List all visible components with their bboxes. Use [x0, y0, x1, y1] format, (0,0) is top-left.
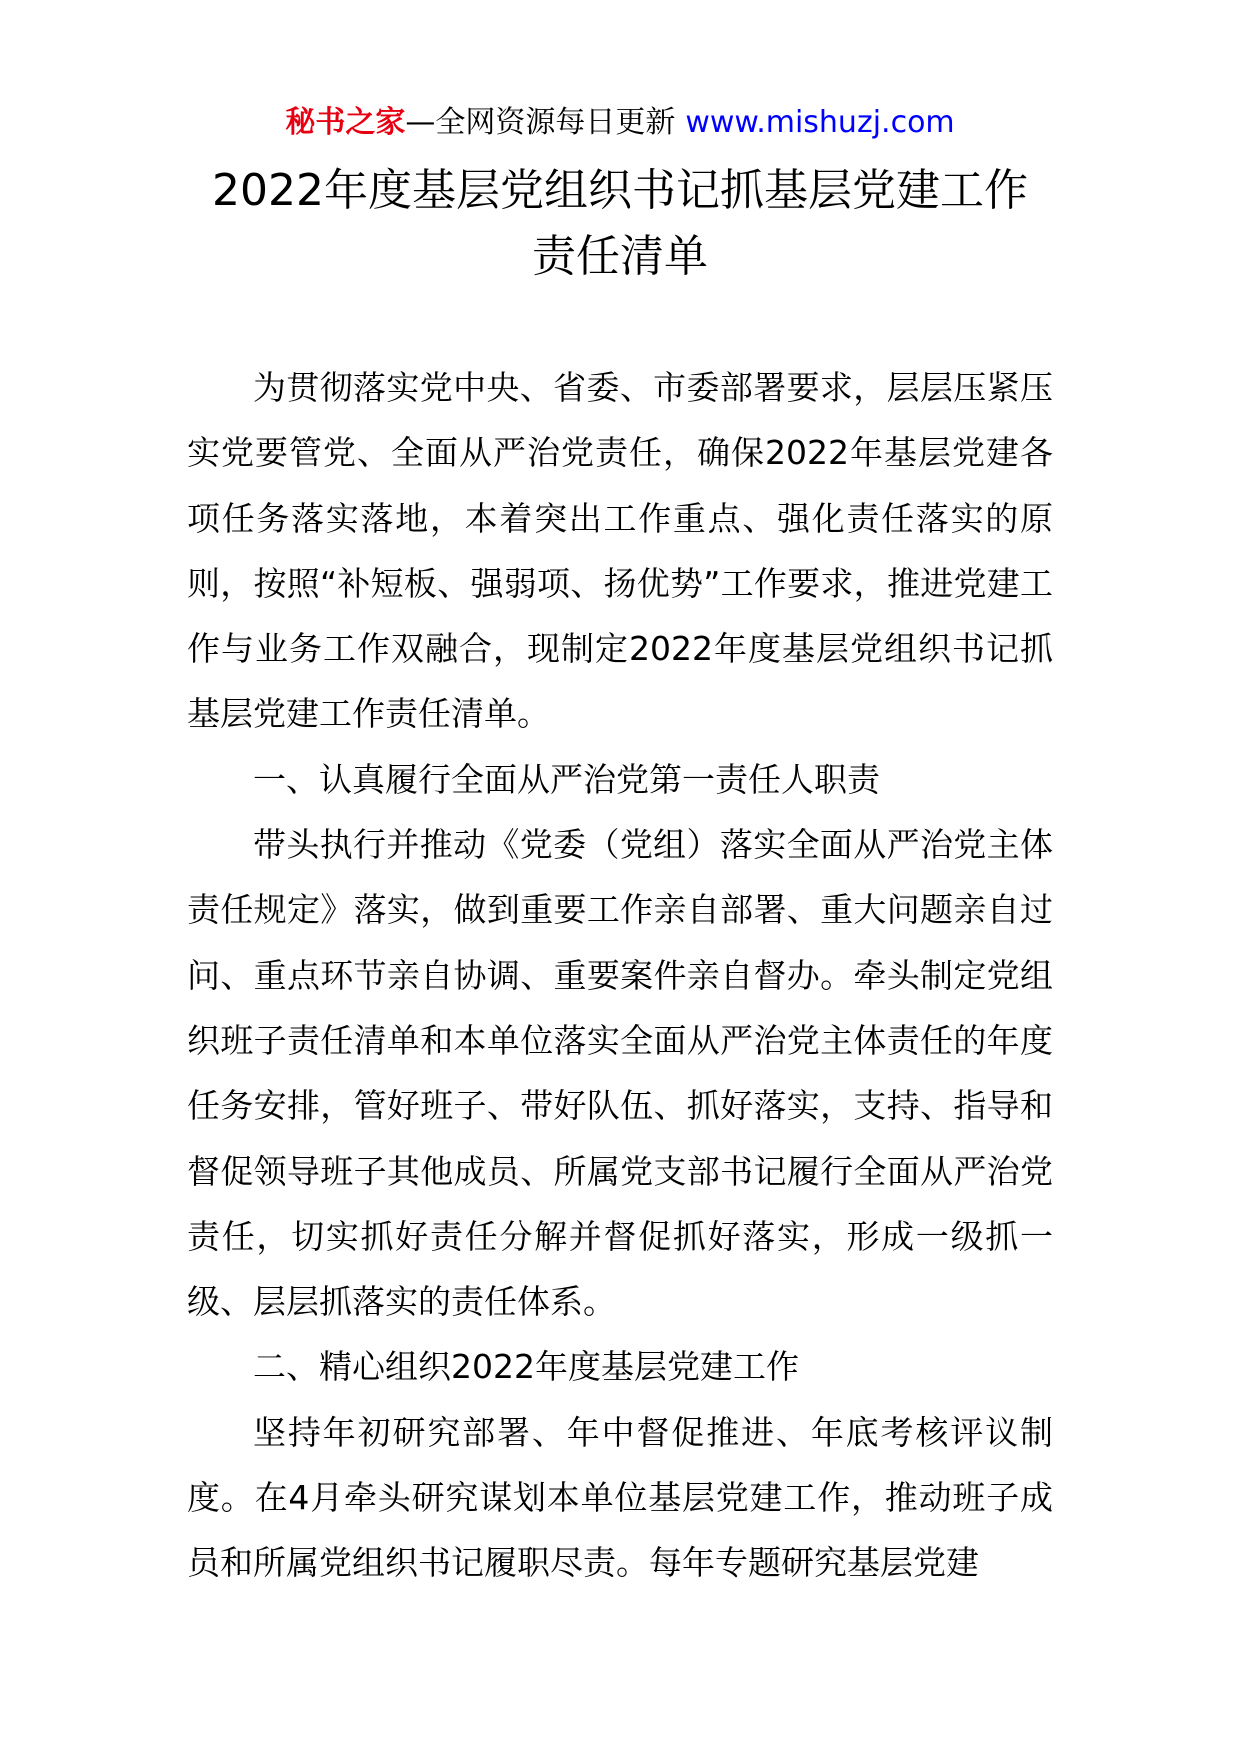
site-tagline: 全网资源每日更新 — [435, 105, 676, 140]
document-title — [0, 158, 1240, 290]
header-dash: — — [405, 105, 436, 140]
title-line-2: 责任清单 — [532, 231, 708, 282]
intro-paragraph: 为贯彻落实党中央、省委、市委部署要求，层层压紧压实党要管党、全面从严治党责任，确保2022年基层党建各项任务落实落地，本着突出工作重点、强化责任落实的原则，按照“补短板、强弱项、扬优势”工作要求，推进党建工作与业务工作双融合，现制定2022年度基层党组织书记抓基层党建工作责任清单。 — [187, 368, 1053, 734]
document-body — [187, 355, 1053, 1596]
section-heading-1: 一、认真履行全面从严治党第一责任人职责 — [253, 759, 880, 799]
site-url-link[interactable]: www.mishuzj.com — [685, 105, 955, 140]
site-header — [0, 100, 1240, 146]
section-1-paragraph: 带头执行并推动《党委（党组）落实全面从严治党主体责任规定》落实，做到重要工作亲自部署、重大问题亲自过问、重点环节亲自协调、重要案件亲自督办。牵头制定党组织班子责任清单和本单位落实全面从严治党主体责任的年度任务安排，管好班子、带好队伍、抓好落实，支持、指导和督促领导班子其他成员、所属党支部书记履行全面从严治党责任，切实抓好责任分解并督促抓好落实，形成一级抓一级、层层抓落实的责任体系。 — [187, 825, 1053, 1322]
site-brand: 秘书之家 — [285, 105, 406, 140]
section-heading-2: 二、精心组织2022年度基层党建工作 — [253, 1347, 799, 1387]
title-line-1: 2022年度基层党组织书记抓基层党建工作 — [212, 165, 1028, 216]
section-2-paragraph: 坚持年初研究部署、年中督促推进、年底考核评议制度。在4月牵头研究谋划本单位基层党建工作，推动班子成员和所属党组织书记履职尽责。每年专题研究基层党建 — [187, 1412, 1053, 1583]
